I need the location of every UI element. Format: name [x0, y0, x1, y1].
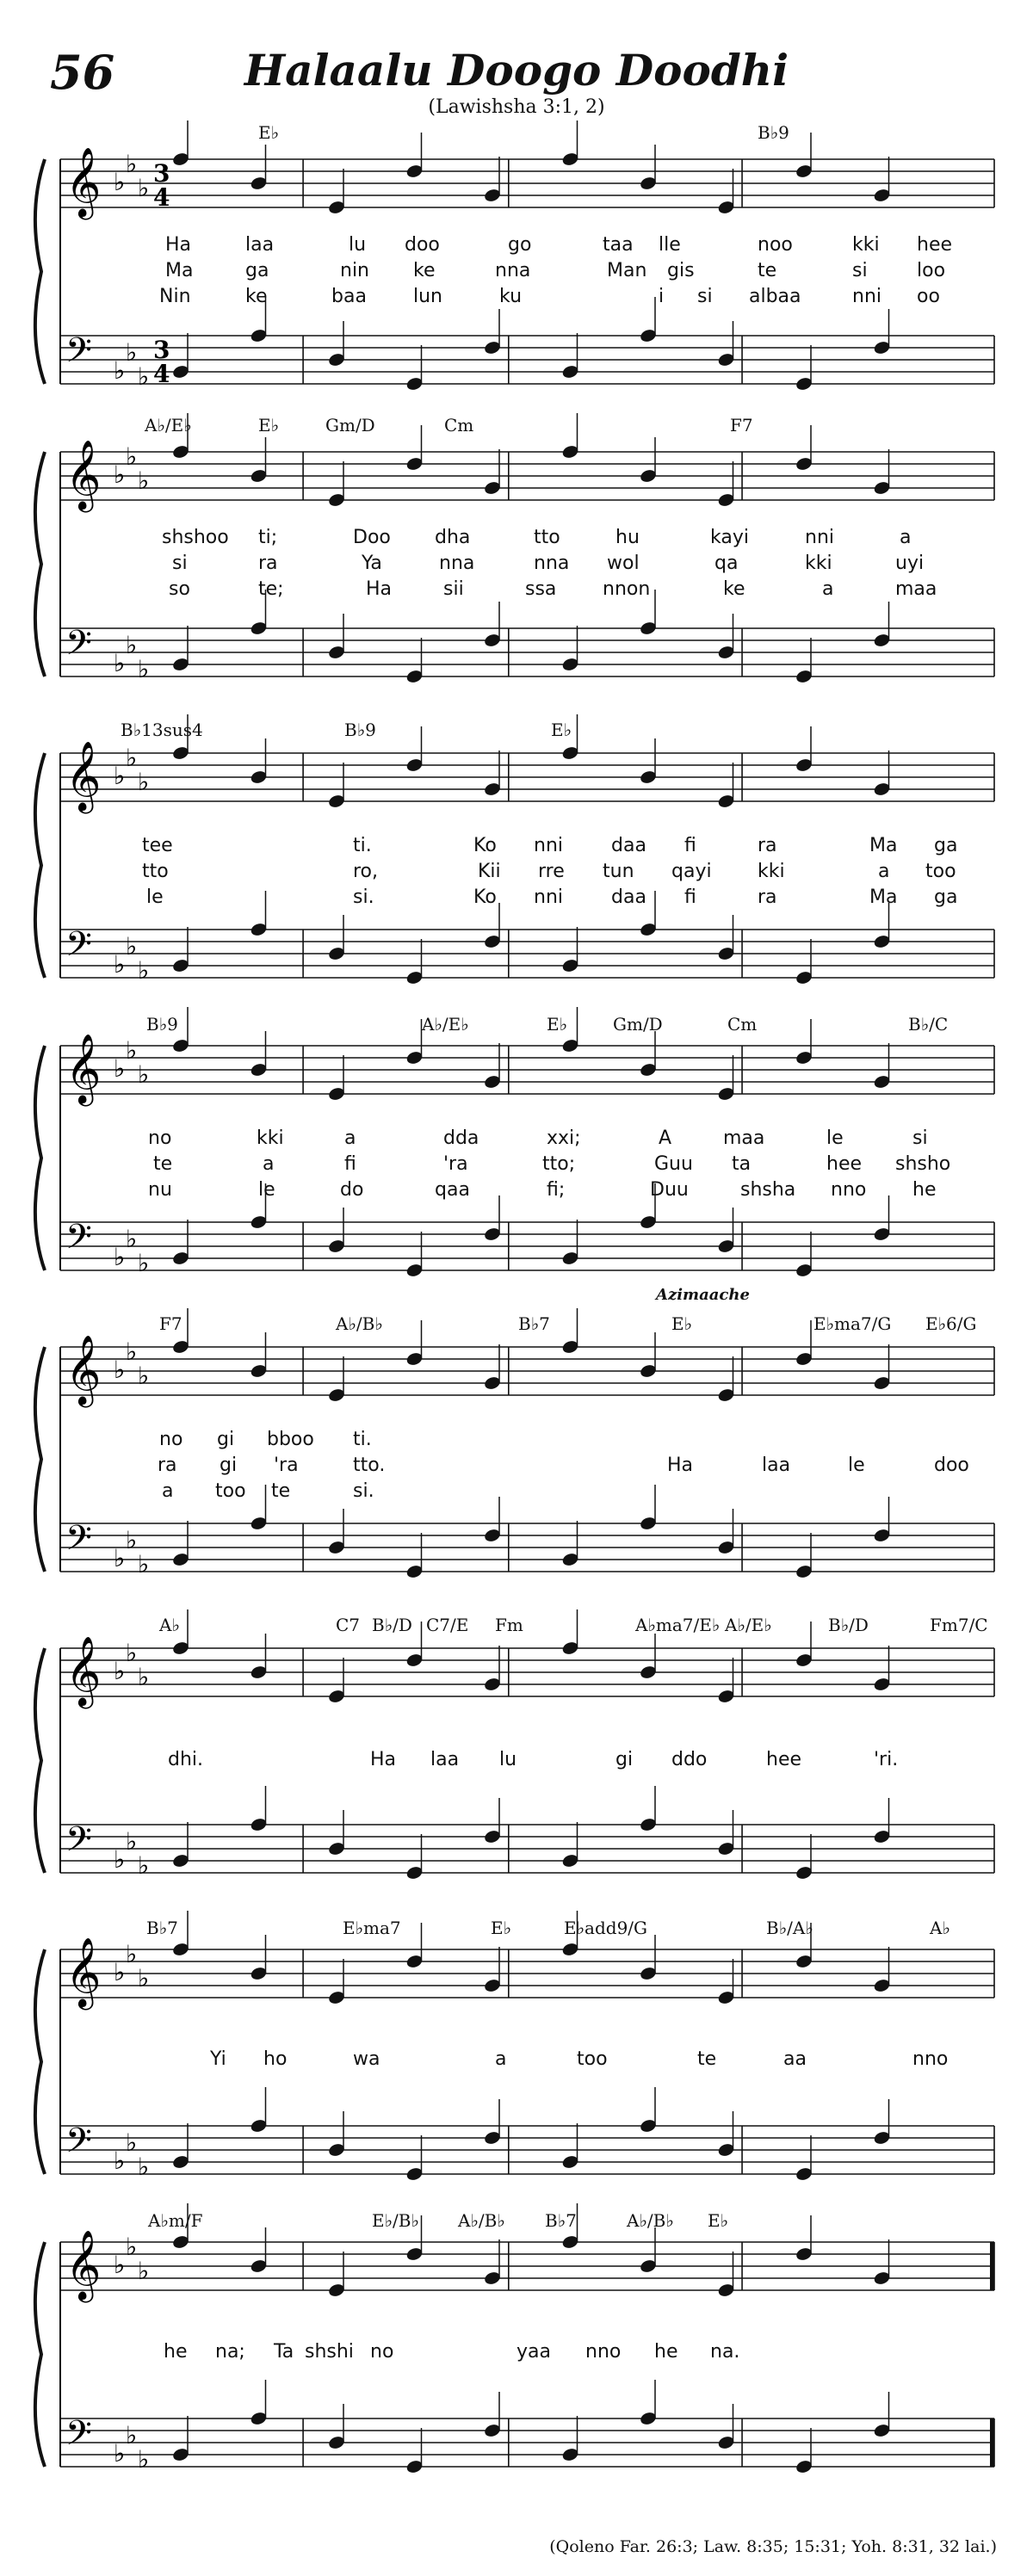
chord-symbol: E♭ma7/G — [813, 1313, 892, 1334]
lyric-syllable: si. — [353, 1480, 374, 1502]
treble-clef: 𝄞 — [65, 1937, 102, 2007]
lyric-syllable: ti. — [353, 835, 372, 856]
scripture-reference: (Lawishsha 3:1, 2) — [428, 96, 605, 118]
lyric-syllable: too — [577, 2048, 608, 2070]
lyric-syllable: Ma — [869, 835, 898, 856]
treble-clef: 𝄞 — [65, 1635, 102, 1706]
lyric-syllable: na; — [215, 2341, 245, 2363]
chord-symbol: B♭/D — [828, 1615, 869, 1635]
flat-sign: ♭ — [114, 1243, 126, 1271]
flat-sign: ♭ — [114, 2439, 126, 2468]
lyric-syllable: Yi — [210, 2048, 226, 2070]
flat-sign: ♭ — [138, 2257, 150, 2285]
lyric-syllable: te — [758, 260, 777, 281]
lyric-syllable: fi — [684, 835, 696, 856]
lyric-syllable: no — [148, 1127, 172, 1149]
staff-graphic — [0, 1300, 1033, 1618]
bass-clef: 𝄢 — [65, 2413, 92, 2462]
lyric-syllable: 'ri. — [874, 1749, 899, 1770]
lyric-syllable: lun — [413, 286, 442, 307]
lyric-syllable: daa — [611, 886, 646, 908]
lyric-syllable: i — [659, 286, 665, 307]
lyric-syllable: nna — [534, 553, 570, 574]
lyric-syllable: te — [697, 2048, 717, 2070]
lyric-syllable: ti. — [353, 1429, 372, 1450]
lyric-syllable: dha — [435, 527, 471, 548]
lyric-syllable: kki — [758, 861, 785, 882]
lyric-syllable: he — [654, 2341, 678, 2363]
flat-sign: ♭ — [114, 762, 126, 790]
lyric-syllable: ta — [732, 1153, 752, 1175]
lyric-syllable: a — [263, 1153, 275, 1175]
chord-symbol: A♭/E♭ — [422, 1014, 469, 1035]
lyric-syllable: fi; — [547, 1179, 566, 1201]
lyric-syllable: lu — [499, 1749, 517, 1770]
lyric-syllable: le — [826, 1127, 844, 1149]
lyric-syllable: Ha — [667, 1455, 694, 1476]
chord-symbol: A♭/E♭ — [725, 1615, 772, 1635]
lyric-syllable: Ya — [362, 553, 382, 574]
lyric-syllable: Ha — [370, 1749, 397, 1770]
lyric-syllable: na. — [710, 2341, 740, 2363]
lyric-syllable: lu — [349, 234, 367, 256]
lyric-syllable: shshoo — [162, 527, 229, 548]
chord-symbol: F7 — [730, 415, 753, 436]
flat-sign: ♭ — [138, 1663, 150, 1691]
lyric-syllable: le — [258, 1179, 275, 1201]
lyric-syllable: nna — [439, 553, 475, 574]
lyric-syllable: te; — [258, 578, 284, 600]
lyric-syllable: shsha — [740, 1179, 796, 1201]
lyric-syllable: nni — [534, 886, 563, 908]
lyric-syllable: Ha — [165, 234, 192, 256]
lyric-syllable: nu — [148, 1179, 172, 1201]
lyric-syllable: ra — [758, 835, 777, 856]
chord-symbol: E♭ — [258, 415, 280, 436]
music-system-3 — [0, 706, 1033, 1024]
lyric-syllable: bboo — [267, 1429, 314, 1450]
lyric-syllable: Ta — [274, 2341, 294, 2363]
lyric-syllable: shsho — [895, 1153, 951, 1175]
lyric-syllable: nin — [340, 260, 369, 281]
flat-sign: ♭ — [126, 631, 138, 659]
lyric-syllable: kki — [852, 234, 880, 256]
flat-sign: ♭ — [114, 1544, 126, 1572]
chord-symbol: B♭9 — [146, 1014, 178, 1035]
chord-symbol: E♭ — [547, 1014, 568, 1035]
lyric-syllable: qayi — [671, 861, 712, 882]
lyric-syllable: baa — [331, 286, 367, 307]
lyric-syllable: oo — [917, 286, 940, 307]
lyric-syllable: doo — [934, 1455, 969, 1476]
lyric-syllable: ti; — [258, 527, 278, 548]
chord-symbol: A♭ma7/E♭ — [635, 1615, 721, 1635]
lyric-syllable: ga — [934, 886, 958, 908]
lyric-syllable: Ma — [165, 260, 194, 281]
lyric-syllable: too — [215, 1480, 246, 1502]
lyric-syllable: ra — [258, 553, 278, 574]
lyric-syllable: gi — [217, 1429, 235, 1450]
flat-sign: ♭ — [126, 2233, 138, 2261]
music-system-1 — [0, 112, 1033, 430]
music-system-8 — [0, 2195, 1033, 2513]
lyric-syllable: a — [900, 527, 912, 548]
lyric-syllable: 'ra — [443, 1153, 468, 1175]
lyric-syllable: xxi; — [547, 1127, 581, 1149]
flat-sign: ♭ — [138, 466, 150, 495]
treble-clef: 𝄞 — [65, 1334, 102, 1405]
final-barline — [990, 2418, 994, 2467]
chord-symbol: A♭ — [159, 1615, 180, 1635]
lyric-syllable: nno — [912, 2048, 949, 2070]
lyric-syllable: si — [852, 260, 868, 281]
chord-symbol: B♭13sus4 — [121, 720, 203, 740]
lyric-syllable: nni — [805, 527, 834, 548]
lyric-syllable: yaa — [516, 2341, 551, 2363]
lyric-syllable: Nin — [159, 286, 191, 307]
lyric-syllable: wa — [353, 2048, 380, 2070]
flat-sign: ♭ — [126, 1337, 138, 1366]
lyric-syllable: ga — [934, 835, 958, 856]
chord-symbol: B♭7 — [146, 1918, 178, 1938]
flat-sign: ♭ — [126, 2421, 138, 2449]
lyric-syllable: Ko — [473, 835, 497, 856]
lyric-syllable: kayi — [710, 527, 749, 548]
flat-sign: ♭ — [114, 460, 126, 489]
bass-clef: 𝄢 — [65, 330, 92, 379]
lyric-syllable: dhi. — [168, 1749, 204, 1770]
chord-symbol: E♭6/G — [925, 1313, 977, 1334]
lyric-syllable: go — [508, 234, 532, 256]
flat-sign: ♭ — [126, 150, 138, 178]
lyric-syllable: Ha — [366, 578, 393, 600]
chord-symbol: B♭/D — [372, 1615, 412, 1635]
lyric-syllable: tto — [534, 527, 560, 548]
lyric-syllable: ga — [245, 260, 269, 281]
lyric-syllable: a — [344, 1127, 356, 1149]
chord-symbol: E♭/B♭ — [372, 2210, 419, 2231]
brace — [35, 1949, 45, 2174]
lyric-syllable: taa — [603, 234, 634, 256]
lyric-syllable: ra — [158, 1455, 177, 1476]
flat-sign: ♭ — [126, 1526, 138, 1554]
lyric-syllable: Doo — [353, 527, 391, 548]
lyric-syllable: a — [162, 1480, 174, 1502]
lyric-syllable: ho — [263, 2048, 288, 2070]
lyric-syllable: Kii — [478, 861, 501, 882]
lyric-syllable: laa — [430, 1749, 460, 1770]
lyric-syllable: ddo — [671, 1749, 708, 1770]
brace — [35, 1648, 45, 1873]
lyric-syllable: te — [153, 1153, 173, 1175]
bass-clef: 𝄢 — [65, 1518, 92, 1566]
time-signature-bottom: 4 — [153, 360, 170, 388]
lyric-syllable: si. — [353, 886, 374, 908]
chord-symbol: Gm/D — [325, 415, 375, 436]
flat-sign: ♭ — [138, 1362, 150, 1390]
brace — [35, 452, 45, 676]
flat-sign: ♭ — [138, 956, 150, 985]
music-system-5 — [0, 1286, 1033, 1618]
lyric-syllable: albaa — [749, 286, 801, 307]
lyric-syllable: gi — [615, 1749, 634, 1770]
chord-symbol: E♭ — [491, 1918, 512, 1938]
flat-sign: ♭ — [114, 2147, 126, 2175]
brace — [35, 159, 45, 384]
lyric-syllable: a — [878, 861, 890, 882]
lyric-syllable: nna — [495, 260, 531, 281]
lyric-syllable: ku — [499, 286, 523, 307]
hymn-title: Halaalu Doogo Doodhi — [244, 45, 789, 96]
flat-sign: ♭ — [114, 356, 126, 385]
lyric-syllable: le — [146, 886, 164, 908]
brace — [35, 1347, 45, 1572]
lyric-syllable: le — [848, 1455, 865, 1476]
footnote-references: (Qoleno Far. 26:3; Law. 8:35; 15:31; Yoh. 8:31, 32 lai.) — [549, 2537, 997, 2556]
final-barline — [990, 2242, 994, 2290]
treble-clef: 𝄞 — [65, 2229, 102, 2300]
lyric-syllable: tto — [142, 861, 169, 882]
chord-symbol: B♭9 — [344, 720, 376, 740]
time-signature-top: 3 — [153, 336, 170, 364]
chord-symbol: A♭/E♭ — [145, 415, 192, 436]
lyric-syllable: he — [912, 1179, 937, 1201]
lyric-syllable: Man — [607, 260, 647, 281]
lyric-syllable: Ma — [869, 886, 898, 908]
lyric-syllable: tto. — [353, 1455, 386, 1476]
flat-sign: ♭ — [138, 768, 150, 796]
chord-symbol: B♭9 — [758, 122, 789, 143]
lyric-syllable: rre — [538, 861, 565, 882]
treble-clef: 𝄞 — [65, 1033, 102, 1103]
lyric-syllable: gi — [220, 1455, 238, 1476]
flat-sign: ♭ — [114, 168, 126, 196]
lyric-syllable: daa — [611, 835, 646, 856]
lyric-syllable: ke — [245, 286, 268, 307]
flat-sign: ♭ — [138, 362, 150, 391]
lyric-syllable: a — [495, 2048, 507, 2070]
flat-sign: ♭ — [126, 1940, 138, 1968]
chord-symbol: E♭ — [258, 122, 280, 143]
chord-symbol: E♭ — [551, 720, 572, 740]
flat-sign: ♭ — [114, 2251, 126, 2279]
chord-symbol: Fm — [495, 1615, 523, 1635]
flat-sign: ♭ — [114, 649, 126, 677]
chord-symbol: B♭7 — [545, 2210, 577, 2231]
lyric-syllable: laa — [762, 1455, 791, 1476]
lyric-syllable: si — [697, 286, 713, 307]
lyric-syllable: a — [822, 578, 834, 600]
flat-sign: ♭ — [126, 442, 138, 471]
lyric-syllable: aa — [783, 2048, 807, 2070]
lyric-syllable: shshi — [305, 2341, 354, 2363]
lyric-syllable: noo — [758, 234, 793, 256]
music-system-6 — [0, 1601, 1033, 1919]
flat-sign: ♭ — [138, 1851, 150, 1880]
chord-symbol: A♭/B♭ — [458, 2210, 505, 2231]
chord-symbol: Gm/D — [613, 1014, 663, 1035]
lyric-syllable: too — [925, 861, 956, 882]
chord-symbol: A♭/B♭ — [336, 1313, 383, 1334]
lyric-syllable: gis — [667, 260, 695, 281]
lyric-syllable: Ko — [473, 886, 497, 908]
flat-sign: ♭ — [138, 1249, 150, 1277]
flat-sign: ♭ — [126, 1036, 138, 1065]
flat-sign: ♭ — [138, 1550, 150, 1578]
chord-symbol: A♭ — [930, 1918, 950, 1938]
flat-sign: ♭ — [114, 1845, 126, 1874]
lyric-syllable: 'ra — [274, 1455, 299, 1476]
lyric-syllable: sii — [443, 578, 464, 600]
lyric-syllable: nnon — [603, 578, 651, 600]
lyric-syllable: hu — [615, 527, 640, 548]
lyric-syllable: si — [172, 553, 188, 574]
lyric-syllable: ra — [758, 886, 777, 908]
chord-symbol: E♭ — [671, 1313, 693, 1334]
flat-sign: ♭ — [138, 2445, 150, 2474]
lyric-syllable: nno — [831, 1179, 867, 1201]
lyric-syllable: si — [912, 1127, 928, 1149]
staff-graphic — [0, 405, 1033, 723]
flat-sign: ♭ — [114, 950, 126, 979]
lyric-syllable: ke — [723, 578, 745, 600]
lyric-syllable: uyi — [895, 553, 925, 574]
lyric-syllable: Duu — [650, 1179, 689, 1201]
lyric-syllable: nni — [534, 835, 563, 856]
bass-clef: 𝄢 — [65, 924, 92, 973]
chord-symbol: B♭/C — [908, 1014, 949, 1035]
flat-sign: ♭ — [114, 1054, 126, 1083]
lyric-syllable: fi — [344, 1153, 356, 1175]
lyric-syllable: no — [370, 2341, 394, 2363]
brace — [35, 753, 45, 978]
chord-symbol: A♭/B♭ — [627, 2210, 674, 2231]
music-system-2 — [0, 405, 1033, 723]
chord-symbol: B♭/A♭ — [766, 1918, 813, 1938]
lyric-syllable: maa — [895, 578, 937, 600]
bass-clef: 𝄢 — [65, 623, 92, 671]
lyric-syllable: do — [340, 1179, 364, 1201]
lyric-syllable: kki — [257, 1127, 284, 1149]
lyric-syllable: wol — [607, 553, 640, 574]
lyric-syllable: no — [159, 1429, 183, 1450]
lyric-syllable: dda — [443, 1127, 479, 1149]
flat-sign: ♭ — [138, 1060, 150, 1089]
time-signature-top: 3 — [153, 159, 170, 188]
lyric-syllable: ke — [413, 260, 436, 281]
flat-sign: ♭ — [138, 1964, 150, 1992]
lyric-syllable: hee — [826, 1153, 863, 1175]
hymn-number: 56 — [50, 45, 115, 100]
flat-sign: ♭ — [138, 655, 150, 683]
lyric-syllable: kki — [805, 553, 832, 574]
lyric-syllable: nni — [852, 286, 881, 307]
lyric-syllable: ssa — [525, 578, 557, 600]
bass-clef: 𝄢 — [65, 1217, 92, 1265]
music-system-4 — [0, 998, 1033, 1317]
flat-sign: ♭ — [126, 1225, 138, 1253]
lyric-syllable: te — [271, 1480, 291, 1502]
flat-sign: ♭ — [114, 1958, 126, 1986]
flat-sign: ♭ — [126, 932, 138, 961]
chord-symbol: C7/E — [426, 1615, 469, 1635]
chord-symbol: Cm — [727, 1014, 758, 1035]
chord-symbol: C7 — [336, 1615, 361, 1635]
bass-clef: 𝄢 — [65, 2121, 92, 2169]
lyric-syllable: fi — [684, 886, 696, 908]
lyric-syllable: maa — [723, 1127, 765, 1149]
lyric-syllable: tto; — [542, 1153, 576, 1175]
chord-symbol: E♭add9/G — [564, 1918, 648, 1938]
bass-clef: 𝄢 — [65, 1819, 92, 1868]
flat-sign: ♭ — [126, 744, 138, 772]
flat-sign: ♭ — [126, 338, 138, 367]
lyric-syllable: so — [169, 578, 190, 600]
flat-sign: ♭ — [126, 1827, 138, 1856]
lyric-syllable: hee — [917, 234, 953, 256]
lyric-syllable: tee — [142, 835, 173, 856]
time-signature-bottom: 4 — [153, 183, 170, 212]
lyric-syllable: Guu — [654, 1153, 693, 1175]
lyric-syllable: tun — [603, 861, 634, 882]
chord-symbol: Cm — [444, 415, 474, 436]
lyric-syllable: qaa — [435, 1179, 470, 1201]
flat-sign: ♭ — [138, 2153, 150, 2181]
lyric-syllable: A — [659, 1127, 672, 1149]
treble-clef: 𝄞 — [65, 740, 102, 811]
lyric-syllable: hee — [766, 1749, 802, 1770]
flat-sign: ♭ — [114, 1356, 126, 1384]
chord-symbol: B♭7 — [518, 1313, 550, 1334]
lyric-syllable: loo — [917, 260, 946, 281]
treble-clef: 𝄞 — [65, 146, 102, 217]
staff-graphic — [0, 1902, 1033, 2221]
brace — [35, 2242, 45, 2467]
lyric-syllable: he — [164, 2341, 188, 2363]
lyric-syllable: nno — [585, 2341, 622, 2363]
flat-sign: ♭ — [126, 1639, 138, 1667]
brace — [35, 1046, 45, 1270]
lyric-syllable: ro, — [353, 861, 379, 882]
tempo-marking: Azimaache — [656, 1286, 750, 1304]
lyric-syllable: lle — [659, 234, 681, 256]
chord-symbol: E♭ — [708, 2210, 729, 2231]
chord-symbol: E♭ma7 — [343, 1918, 401, 1938]
chord-symbol: Fm7/C — [930, 1615, 988, 1635]
chord-symbol: A♭m/F — [148, 2210, 203, 2231]
flat-sign: ♭ — [126, 2128, 138, 2157]
flat-sign: ♭ — [114, 1657, 126, 1685]
flat-sign: ♭ — [138, 174, 150, 202]
lyric-syllable: doo — [405, 234, 440, 256]
music-system-7 — [0, 1902, 1033, 2221]
lyric-syllable: laa — [245, 234, 275, 256]
chord-symbol: F7 — [159, 1313, 182, 1334]
lyric-syllable: qa — [714, 553, 739, 574]
treble-clef: 𝄞 — [65, 439, 102, 510]
